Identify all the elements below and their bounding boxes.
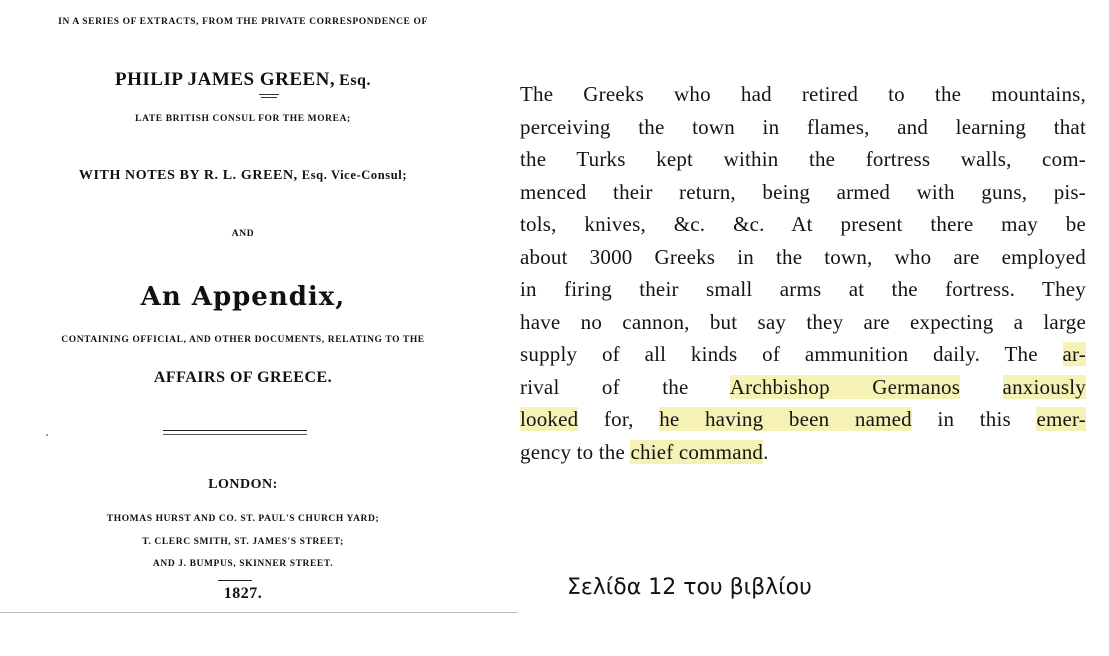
excerpt-line	[520, 403, 1086, 436]
author-name	[0, 69, 486, 91]
excerpt-line	[520, 273, 1086, 306]
excerpt-line	[520, 208, 1086, 241]
consul-line: LATE BRITISH CONSUL FOR THE MOREA;	[135, 114, 351, 124]
and-line: AND	[231, 229, 255, 239]
excerpt-text-segment: The Greeks who had retired to the mountains,	[520, 82, 1086, 106]
excerpt-text-segment: supply of all kinds of ammunition daily. The	[520, 342, 1063, 366]
page-caption: Σελίδα 12 του βιβλίου	[567, 575, 812, 600]
author-name-text: PHILIP JAMES GREEN,	[115, 69, 336, 90]
highlighted-phrase: Archbishop Germanos	[729, 374, 961, 399]
author-name-suffix: Esq.	[339, 72, 371, 89]
highlighted-phrase: looked	[520, 407, 579, 431]
excerpt-text-segment: tols, knives, &c. &c. At present there may be	[520, 212, 1086, 236]
highlighted-phrase: chief command	[630, 439, 764, 464]
containing-line: CONTAINING OFFICIAL, AND OTHER DOCUMENTS, RELATING TO THE	[61, 335, 425, 345]
excerpt-line	[520, 241, 1086, 274]
excerpt-text-segment: the Turks kept within the fortress walls, com-	[520, 147, 1086, 171]
excerpt-text	[520, 78, 1086, 468]
excerpt-line	[520, 143, 1086, 176]
excerpt-line	[520, 436, 1086, 469]
excerpt-text-segment: in this	[911, 407, 1037, 431]
highlighted-phrase: anxiously	[1002, 374, 1087, 399]
excerpt-text-segment: gency to the	[520, 439, 631, 464]
excerpt-text-segment: for,	[578, 407, 660, 431]
ink-mark	[261, 97, 277, 98]
excerpt-text-segment: have no cannon, but say they are expecting a large	[520, 309, 1086, 334]
excerpt-text-segment: rival of the	[520, 374, 730, 399]
excerpt-line	[520, 338, 1086, 371]
london-line: LONDON:	[208, 477, 278, 492]
publisher-line-2: T. CLERC SMITH, ST. JAMES'S STREET;	[142, 537, 344, 547]
divider-rule-top	[163, 430, 307, 431]
excerpt-text-segment: perceiving the town in flames, and learning that	[520, 114, 1086, 139]
publisher-line-1: THOMAS HURST AND CO. ST. PAUL'S CHURCH YARD;	[106, 514, 380, 524]
affairs-line: AFFAIRS OF GREECE.	[153, 369, 333, 386]
year-rule	[218, 580, 252, 581]
series-line: IN A SERIES OF EXTRACTS, FROM THE PRIVATE CORRESPONDENCE OF	[58, 17, 428, 27]
excerpt-line	[520, 306, 1086, 339]
ink-mark	[259, 94, 279, 95]
speck	[46, 434, 48, 436]
excerpt-line	[520, 111, 1086, 144]
excerpt-line	[520, 176, 1086, 209]
year-line: 1827.	[223, 585, 263, 602]
highlighted-phrase: ar-	[1062, 342, 1086, 366]
highlighted-phrase: emer-	[1036, 407, 1086, 431]
appendix-heading: An Appendix,	[140, 282, 346, 312]
publisher-line-3: AND J. BUMPUS, SKINNER STREET.	[152, 559, 334, 569]
excerpt-text-segment	[960, 375, 1002, 399]
excerpt-text-segment: in firing their small arms at the fortress. They	[520, 277, 1086, 301]
title-page	[0, 0, 518, 613]
excerpt-text-segment: menced their return, being armed with guns, pis-	[520, 179, 1086, 204]
excerpt-text-segment: .	[763, 439, 769, 464]
excerpt-line	[520, 78, 1086, 111]
excerpt-text-segment: about 3000 Greeks in the town, who are employed	[520, 244, 1086, 269]
divider-rule-bottom	[163, 434, 307, 435]
notes-line	[0, 166, 486, 184]
excerpt-line	[520, 371, 1086, 404]
notes-line-text: WITH NOTES BY R. L. GREEN,	[78, 168, 298, 183]
notes-line-suffix: Esq. Vice-Consul;	[301, 168, 408, 182]
highlighted-phrase: he having been named	[659, 407, 912, 431]
